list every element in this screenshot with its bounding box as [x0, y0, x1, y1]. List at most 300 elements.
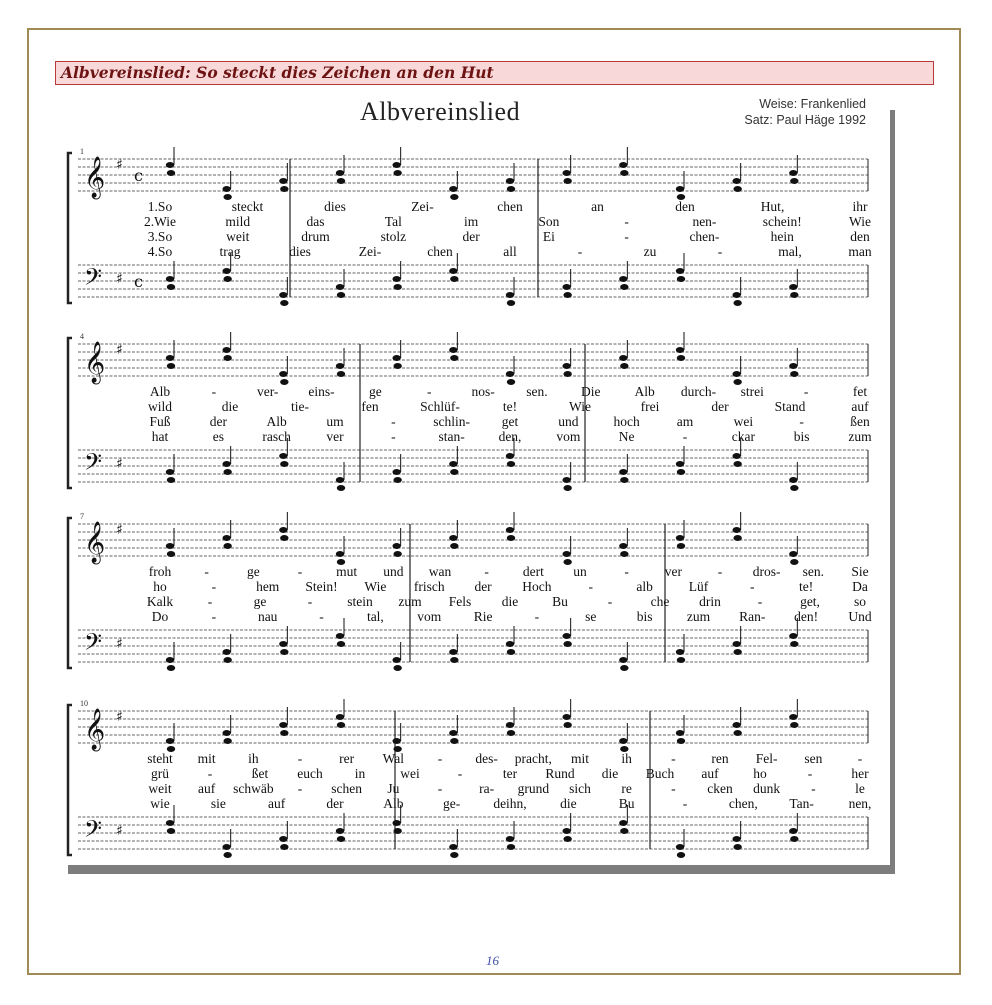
lyric-syllable: rasch — [262, 429, 291, 444]
notehead — [620, 363, 628, 369]
lyric-syllable: schlin- — [433, 414, 471, 429]
lyric-syllable: - — [534, 609, 540, 624]
notehead — [620, 828, 628, 834]
key-signature-icon: ♯ — [116, 823, 123, 839]
lyric-syllable: un — [573, 564, 587, 579]
lyric-syllable: Und — [848, 609, 872, 624]
notehead — [392, 162, 400, 168]
lyric-syllable: - — [391, 414, 396, 429]
notehead — [789, 633, 797, 639]
lyric-syllable: - — [624, 214, 629, 229]
lyric-syllable: so — [853, 594, 867, 609]
lyric-syllable: Alb — [634, 384, 655, 399]
treble-clef-icon: 𝄞 — [84, 522, 106, 563]
notehead — [166, 738, 174, 744]
lyric-syllable: ver — [664, 564, 682, 579]
lyric-syllable: 1.So — [147, 199, 173, 214]
notehead — [166, 355, 174, 361]
lyric-syllable: der — [462, 229, 480, 244]
lyric-syllable: weit — [148, 781, 172, 796]
notehead — [563, 836, 571, 842]
lyric-syllable: Sie — [851, 564, 869, 579]
lyric-syllable: hoch — [613, 414, 640, 429]
notehead — [562, 828, 570, 834]
lyric-syllable: bis — [636, 609, 653, 624]
lyric-syllable: Bu — [618, 796, 635, 811]
notehead — [562, 477, 570, 483]
notehead — [279, 527, 287, 533]
lyric-syllable: sen — [804, 751, 823, 766]
lyric-syllable: auf — [198, 781, 216, 796]
lyric-syllable: zu — [643, 244, 657, 259]
lyric-syllable: ge — [246, 564, 260, 579]
lyric-syllable: ra- — [479, 781, 495, 796]
lyric-line — [60, 199, 890, 215]
lyric-syllable: - — [671, 751, 676, 766]
notehead — [449, 844, 457, 850]
notehead — [562, 363, 570, 369]
notehead — [222, 535, 230, 541]
lyric-syllable: 4.So — [147, 244, 173, 259]
bass-clef-icon: 𝄢 — [84, 628, 103, 661]
lyric-syllable: wei — [733, 414, 754, 429]
notehead — [223, 543, 231, 549]
lyric-syllable: am — [676, 414, 694, 429]
notehead — [506, 371, 514, 377]
lyric-syllable: ckar — [731, 429, 755, 444]
notehead — [336, 170, 344, 176]
notehead — [167, 363, 175, 369]
lyric-syllable: und — [558, 414, 579, 429]
arranger-credit: Satz: Paul Häge 1992 — [744, 113, 866, 127]
notehead — [337, 178, 345, 184]
lyric-line — [60, 229, 890, 245]
lyric-syllable: Stein! — [305, 579, 338, 594]
notehead — [337, 371, 345, 377]
lyric-syllable: dies — [324, 199, 346, 214]
notehead — [619, 355, 627, 361]
lyric-syllable: re — [621, 781, 632, 796]
lyric-syllable: steckt — [231, 199, 264, 214]
notehead — [393, 477, 401, 483]
lyric-syllable: Lüf — [688, 579, 709, 594]
bass-clef-icon: 𝄢 — [84, 263, 103, 296]
notehead — [167, 170, 175, 176]
lyric-syllable: durch- — [680, 384, 717, 399]
notehead — [449, 730, 457, 736]
lyric-syllable: schen — [331, 781, 363, 796]
notehead — [790, 371, 798, 377]
lyric-syllable: nos- — [471, 384, 495, 399]
lyric-syllable: wei — [400, 766, 420, 781]
lyric-syllable: hat — [151, 429, 169, 444]
lyric-syllable: zum — [848, 429, 872, 444]
lyric-syllable: Ju — [387, 781, 400, 796]
lyric-syllable: - — [807, 766, 813, 781]
notehead — [449, 186, 457, 192]
lyric-syllable: Alb — [266, 414, 287, 429]
lyric-syllable: wild — [147, 399, 173, 414]
lyric-syllable: - — [457, 766, 463, 781]
lyric-syllable: mit — [197, 751, 216, 766]
lyric-syllable: Fels — [448, 594, 472, 609]
notehead — [562, 714, 570, 720]
notehead — [337, 722, 345, 728]
notehead — [450, 355, 458, 361]
notehead — [733, 844, 741, 850]
notehead — [222, 844, 230, 850]
lyric-syllable: ßen — [850, 414, 870, 429]
lyric-syllable: Bu — [552, 594, 568, 609]
lyric-syllable: ver- — [256, 384, 279, 399]
notehead — [223, 852, 231, 858]
lyric-syllable: Rie — [473, 609, 493, 624]
notehead — [790, 836, 798, 842]
lyric-syllable: - — [211, 609, 217, 624]
notehead — [507, 186, 515, 192]
notehead — [506, 722, 514, 728]
lyric-syllable: Buch — [645, 766, 675, 781]
bass-clef-icon: 𝄢 — [84, 815, 103, 848]
notehead — [280, 649, 288, 655]
notehead — [167, 828, 175, 834]
lyric-syllable: - — [307, 594, 313, 609]
notehead — [167, 551, 175, 557]
lyric-line — [60, 781, 890, 797]
notehead — [222, 461, 230, 467]
notehead — [393, 665, 401, 671]
lyric-syllable: Wie — [849, 214, 871, 229]
lyric-syllable: - — [297, 781, 303, 796]
notehead — [279, 453, 287, 459]
notehead — [222, 186, 230, 192]
lyric-syllable: - — [426, 384, 432, 399]
lyric-syllable: ih — [621, 751, 632, 766]
lyric-syllable: strei — [740, 384, 764, 399]
lyric-syllable: 2.Wie — [143, 214, 177, 229]
lyric-syllable: dies — [289, 244, 311, 259]
lyric-syllable: den, — [498, 429, 522, 444]
notehead — [677, 657, 685, 663]
lyric-syllable: sen. — [526, 384, 548, 399]
notehead — [279, 292, 287, 298]
notehead — [280, 186, 288, 192]
notehead — [790, 292, 798, 298]
notehead — [619, 657, 627, 663]
measure-number: 4 — [80, 332, 84, 341]
lyric-syllable: froh — [148, 564, 172, 579]
notehead — [563, 292, 571, 298]
notehead — [789, 714, 797, 720]
lyric-syllable: stan- — [438, 429, 465, 444]
notehead — [280, 461, 288, 467]
notehead — [677, 852, 685, 858]
notehead — [562, 284, 570, 290]
notehead — [563, 722, 571, 728]
lyric-syllable: le — [855, 781, 865, 796]
lyric-syllable: - — [588, 579, 594, 594]
notehead — [167, 477, 175, 483]
lyric-line — [60, 214, 890, 230]
lyric-syllable: cken — [707, 781, 733, 796]
lyric-line — [60, 429, 890, 445]
lyric-syllable: ihr — [852, 199, 868, 214]
notehead — [677, 276, 685, 282]
notehead — [393, 363, 401, 369]
lyric-syllable: nen, — [848, 796, 872, 811]
lyric-syllable: - — [682, 429, 688, 444]
notehead — [732, 836, 740, 842]
notehead — [790, 722, 798, 728]
notehead — [393, 551, 401, 557]
lyric-syllable: hem — [256, 579, 280, 594]
notehead — [336, 828, 344, 834]
lyric-syllable: tal, — [366, 609, 384, 624]
lyric-line — [60, 594, 890, 610]
notehead — [449, 535, 457, 541]
lyric-syllable: te! — [502, 399, 518, 414]
lyric-syllable: dros- — [752, 564, 781, 579]
key-signature-icon: ♯ — [116, 157, 123, 173]
lyric-line — [60, 609, 890, 625]
lyric-syllable: - — [484, 564, 489, 579]
lyric-syllable: ren — [711, 751, 729, 766]
lyric-syllable: grü — [151, 766, 169, 781]
notehead — [336, 284, 344, 290]
notehead — [507, 461, 515, 467]
lyric-syllable: - — [211, 579, 217, 594]
lyric-syllable: wan — [428, 564, 452, 579]
lyric-syllable: mal, — [778, 244, 802, 259]
lyric-syllable: man — [848, 244, 872, 259]
notehead — [507, 730, 515, 736]
notehead — [789, 170, 797, 176]
bass-clef-icon: 𝄢 — [84, 448, 103, 481]
notehead — [733, 649, 741, 655]
notehead — [166, 543, 174, 549]
notehead — [732, 527, 740, 533]
notehead — [279, 722, 287, 728]
notehead — [676, 186, 684, 192]
lyric-syllable: ßet — [251, 766, 269, 781]
notehead — [790, 485, 798, 491]
key-signature-icon: ♯ — [116, 271, 123, 287]
lyric-syllable: chen — [497, 199, 523, 214]
notehead — [393, 284, 401, 290]
notehead — [506, 178, 514, 184]
lyric-syllable: Alb — [383, 796, 404, 811]
lyric-syllable: Fel- — [755, 751, 778, 766]
notehead — [619, 820, 627, 826]
notehead — [337, 836, 345, 842]
notehead — [166, 162, 174, 168]
lyric-syllable: mut — [336, 564, 358, 579]
notehead — [562, 551, 570, 557]
notehead — [733, 186, 741, 192]
lyric-syllable: mit — [570, 751, 590, 766]
lyric-syllable: chen, — [728, 796, 758, 811]
lyric-syllable: trag — [219, 244, 241, 259]
notehead — [733, 300, 741, 306]
page-number: 16 — [486, 953, 499, 968]
lyric-syllable: grund — [517, 781, 550, 796]
notehead — [449, 649, 457, 655]
notehead — [280, 730, 288, 736]
notehead — [676, 649, 684, 655]
notehead — [337, 485, 345, 491]
notehead — [677, 543, 685, 549]
lyric-syllable: und — [383, 564, 404, 579]
notehead — [677, 469, 685, 475]
lyric-syllable: Da — [852, 579, 868, 594]
lyric-syllable: frei — [640, 399, 660, 414]
lyric-syllable: der — [711, 399, 729, 414]
lyric-syllable: - — [297, 751, 303, 766]
lyric-line — [60, 564, 890, 580]
lyric-syllable: - — [717, 244, 723, 259]
notehead — [223, 276, 231, 282]
lyric-syllable: Schlüf- — [420, 399, 460, 414]
notehead — [336, 714, 344, 720]
notehead — [280, 300, 288, 306]
measure-number: 10 — [80, 699, 88, 708]
notehead — [620, 477, 628, 483]
lyric-syllable: - — [437, 751, 443, 766]
notehead — [563, 641, 571, 647]
lyric-syllable: tie- — [291, 399, 309, 414]
notehead — [732, 178, 740, 184]
notehead — [619, 543, 627, 549]
lyric-syllable: 3.So — [147, 229, 173, 244]
notehead — [449, 461, 457, 467]
lyric-syllable: an — [591, 199, 604, 214]
notehead — [506, 292, 514, 298]
notehead — [790, 178, 798, 184]
lyric-syllable: Ne — [618, 429, 635, 444]
lyric-syllable: Do — [151, 609, 169, 624]
lyric-syllable: die — [601, 766, 619, 781]
measure-number: 7 — [80, 512, 84, 521]
treble-clef-icon: 𝄞 — [84, 342, 106, 383]
notehead — [450, 657, 458, 663]
notehead — [279, 641, 287, 647]
lyric-syllable: ge- — [443, 796, 461, 811]
lyric-syllable: - — [297, 564, 303, 579]
lyric-syllable: die — [560, 796, 577, 811]
notehead — [676, 535, 684, 541]
lyric-syllable: ge — [369, 384, 382, 399]
notehead — [620, 551, 628, 557]
lyric-syllable: fen — [361, 399, 379, 414]
notehead — [620, 284, 628, 290]
notehead — [563, 371, 571, 377]
music-system — [60, 510, 890, 680]
notehead — [450, 276, 458, 282]
notehead — [336, 551, 344, 557]
notehead — [223, 355, 231, 361]
notehead — [166, 276, 174, 282]
notehead — [392, 355, 400, 361]
lyric-syllable: get — [501, 414, 519, 429]
lyric-line — [60, 399, 890, 415]
lyric-syllable: her — [851, 766, 869, 781]
music-system — [60, 697, 890, 867]
notehead — [619, 276, 627, 282]
lyric-syllable: Die — [581, 384, 601, 399]
lyric-syllable: - — [207, 594, 213, 609]
notehead — [789, 477, 797, 483]
lyric-syllable: sen. — [802, 564, 825, 579]
notehead — [336, 633, 344, 639]
notehead — [450, 852, 458, 858]
lyric-line — [60, 414, 890, 430]
lyric-syllable: - — [671, 781, 676, 796]
lyric-syllable: dert — [522, 564, 544, 579]
lyric-syllable: ge — [253, 594, 267, 609]
lyric-syllable: Wie — [569, 399, 591, 414]
notehead — [676, 730, 684, 736]
section-header: Albvereinslied: So steckt dies Zeichen an den Hut — [55, 61, 934, 85]
notehead — [336, 363, 344, 369]
lyric-syllable: um — [326, 414, 344, 429]
score-title: Albvereinslied — [360, 97, 521, 126]
notehead — [449, 268, 457, 274]
notehead — [167, 284, 175, 290]
lyric-syllable: Alb — [149, 384, 171, 399]
lyric-syllable: - — [577, 244, 583, 259]
notehead — [450, 469, 458, 475]
lyric-syllable: nen- — [692, 214, 717, 229]
notehead — [337, 641, 345, 647]
lyric-syllable: auf — [851, 399, 869, 414]
notehead — [506, 453, 514, 459]
lyric-syllable: wie — [150, 796, 170, 811]
lyric-line — [60, 579, 890, 595]
notehead — [166, 820, 174, 826]
notehead — [562, 633, 570, 639]
lyric-syllable: - — [624, 564, 629, 579]
notehead — [677, 738, 685, 744]
lyric-syllable: get, — [800, 594, 820, 609]
lyric-syllable: che — [650, 594, 670, 609]
lyric-syllable: - — [204, 564, 209, 579]
notehead — [222, 649, 230, 655]
lyric-syllable: Kalk — [146, 594, 174, 609]
lyric-syllable: Hut, — [760, 199, 785, 214]
lyric-syllable: - — [437, 781, 443, 796]
lyric-syllable: steht — [147, 751, 173, 766]
time-signature-icon: c — [134, 272, 143, 291]
lyric-syllable: Rund — [545, 766, 575, 781]
notehead — [507, 300, 515, 306]
lyric-line — [60, 384, 890, 400]
notehead — [732, 292, 740, 298]
notehead — [789, 828, 797, 834]
notehead — [166, 657, 174, 663]
notehead — [789, 284, 797, 290]
notehead — [732, 722, 740, 728]
lyric-syllable: ver — [326, 429, 344, 444]
key-signature-icon: ♯ — [116, 522, 123, 538]
notehead — [619, 162, 627, 168]
lyric-syllable: frisch — [413, 579, 445, 594]
lyric-syllable: vom — [556, 429, 581, 444]
notehead — [279, 836, 287, 842]
lyric-syllable: Zei- — [358, 244, 382, 259]
notehead — [222, 347, 230, 353]
lyric-syllable: Ei — [542, 229, 555, 244]
lyric-syllable: all — [503, 244, 517, 259]
